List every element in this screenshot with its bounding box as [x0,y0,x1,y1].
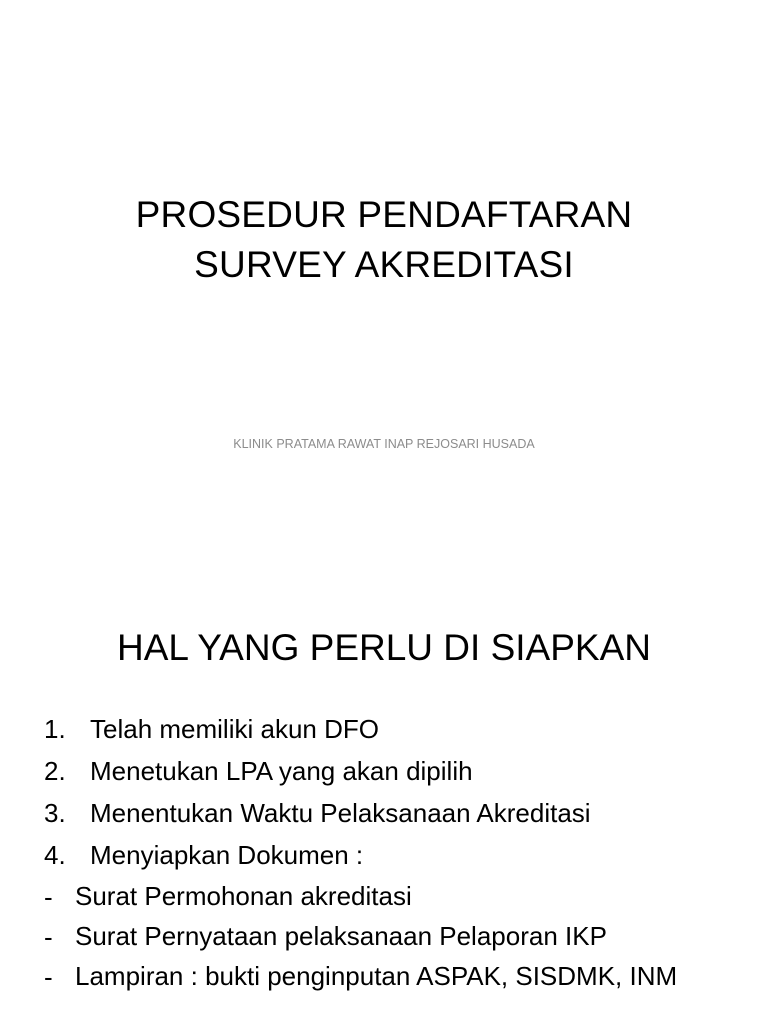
slide-title-line-1: PROSEDUR PENDAFTARAN [135,194,633,235]
content-slide [0,576,768,1024]
list-item-text: Surat Permohonan akreditasi [75,881,412,911]
list-item-text: Menetukan LPA yang akan dipilih [90,756,473,786]
slide-title-line-2: SURVEY AKREDITASI [194,244,574,285]
list-item [44,956,734,996]
slide-subtitle: KLINIK PRATAMA RAWAT INAP REJOSARI HUSADA [233,437,535,451]
list-item [44,708,734,750]
list-item-marker: - [44,962,53,992]
list-item [44,834,734,876]
list-item-marker: 1. [44,714,66,744]
slide-title [0,190,768,290]
list-item [44,750,734,792]
slide-title: HAL YANG PERLU DI SIAPKAN [117,627,651,668]
list-item-text: Menentukan Waktu Pelaksanaan Akreditasi [90,798,591,828]
list-item-text: Surat Pernyataan pelaksanaan Pelaporan IKP [75,921,607,951]
list-item-marker: 3. [44,798,66,828]
list-item [44,792,734,834]
content-list [44,708,734,996]
list-item-marker: 4. [44,840,66,870]
list-item-marker: - [44,882,53,912]
list-item [44,876,734,916]
list-item-marker: 2. [44,756,66,786]
list-item-text: Telah memiliki akun DFO [90,714,379,744]
list-item-marker: - [44,922,53,952]
list-item [44,916,734,956]
list-item-text: Lampiran : bukti penginputan ASPAK, SISDMK, INM [75,961,678,991]
list-item-text: Menyiapkan Dokumen : [90,840,364,870]
